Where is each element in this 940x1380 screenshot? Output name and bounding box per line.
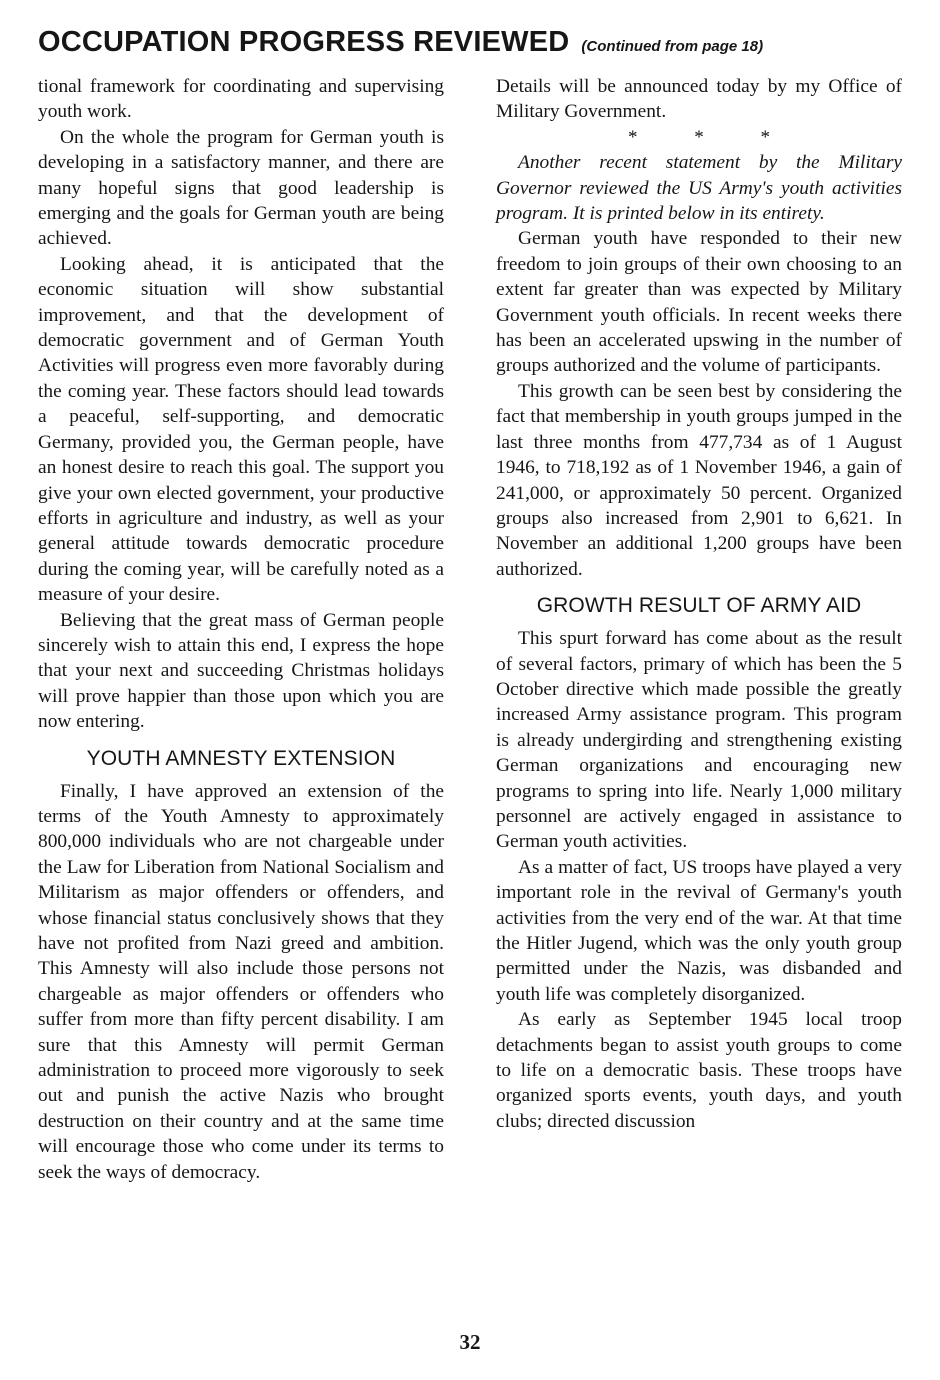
section-heading: GROWTH RESULT OF ARMY AID <box>536 594 862 618</box>
paragraph: German youth have responded to their new freedom to join groups of their own choosing to an extent far greater than was expected by Military Government youth officials. In recent weeks there has been an accelerated upswing in the number of groups authorized and the volume of participants. <box>496 228 902 377</box>
paragraph: This growth can be seen best by considering the fact that membership in youth groups jumped in the last three months from 477,734 as of 1 August 1946, to 718,192 as of 1 November 1946, a gain of 241,000, or approximately 50 percent. Organized groups also increased from 2,901 to 6,621. In November an additional 1,200 groups have been authorized. <box>496 380 902 580</box>
section-separator: * * * <box>628 126 796 148</box>
left-column <box>38 74 444 1185</box>
paragraph: Looking ahead, it is anticipated that the economic situation will show substantial improvement, and that the development of democratic government and of German Youth Activities will progress even more favorably during the coming year. These factors should lead towards a peaceful, self-supporting, and democratic Germany, provided you, the German people, have an honest desire to reach this goal. The support you give your own elected government, your productive efforts in agriculture and industry, as well as your general attitude towards democratic procedure during the coming year, will be carefully noted as a measure of your desire. <box>38 253 444 606</box>
paragraph: Finally, I have approved an extension of the terms of the Youth Amnesty to approximately 800,000 individuals who are not chargeable under the Law for Liberation from National Socialism and Militarism as major offenders or offenders, and whose financial status conclusively shows that they have not profited from Nazi greed and ambition. This Amnesty will also include those persons not chargeable as major offenders or offenders who suffer from more than fifty percent disability. I am sure that this Amnesty will permit German administration to proceed more vigorously to seek out and punish the active Nazis who brought destruction on their country and at the same time will encourage those who come under its terms to seek the ways of democracy. <box>38 780 444 1183</box>
paragraph: As early as September 1945 local troop detachments began to assist youth groups to come to life on a democratic basis. These troops have organized sports events, youth days, and youth clubs; directed discussion <box>496 1009 902 1132</box>
article-title: OCCUPATION PROGRESS REVIEWED <box>38 26 570 58</box>
editorial-note: Another recent statement by the Military Governor reviewed the US Army's youth activities program. It is printed below in its entirety. <box>496 152 902 225</box>
page-number: 32 <box>459 1330 481 1354</box>
paragraph: tional framework for coordinating and supervising youth work. <box>38 76 444 123</box>
page-header <box>38 26 918 59</box>
paragraph: Details will be announced today by my Office of Military Government. <box>496 76 902 123</box>
right-column <box>496 74 902 1134</box>
continued-note: (Continued from page 18) <box>581 38 764 55</box>
section-heading: YOUTH AMNESTY EXTENSION <box>86 746 396 770</box>
paragraph: Believing that the great mass of German people sincerely wish to attain this end, I express the hope that your next and succeeding Christmas holidays will prove happier than those upon which you are now entering. <box>38 609 444 733</box>
paragraph: This spurt forward has come about as the result of several factors, primary of which has been the 5 October directive which made possible the greatly increased Army assistance program. This program is already undergirding and strengthening existing German organizations and encouraging new programs to spring into life. Nearly 1,000 military personnel are actively engaged in assistance to German youth activities. <box>496 628 902 853</box>
paragraph: As a matter of fact, US troops have played a very important role in the revival of Germany's youth activities from the very end of the war. At that time the Hitler Jugend, which was the only youth group permitted under the Nazis, was disbanded and youth life was completely disorganized. <box>496 856 902 1005</box>
paragraph: On the whole the program for German youth is developing in a satisfactory manner, and there are many hopeful signs that good leadership is emerging and the goals for German youth are being achieved. <box>38 126 444 250</box>
